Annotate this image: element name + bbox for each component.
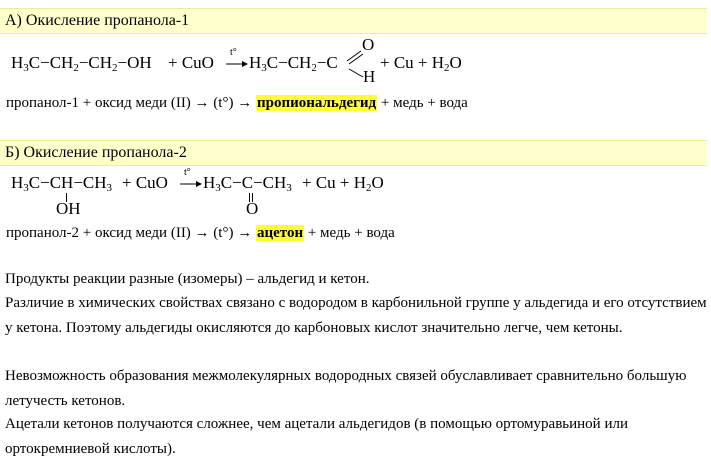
eq-b-oh: OH — [56, 199, 81, 218]
eq-a-reactant: $H_3C-CH_2-CH_2-OH$ — [11, 53, 152, 74]
note-paragraph: Ацетали кетонов получаются сложнее, чем ацетали альдегидов (в помощью ортомуравьиной или ортокремниевой кислоты). — [5, 416, 628, 457]
eq-b-plus-cuo: + CuO — [122, 173, 168, 192]
eq-b-o: O — [246, 199, 259, 218]
eq-a-plus-cuo: + CuO — [168, 53, 214, 72]
equation-b — [8, 167, 428, 219]
word-line-b-suffix: + медь + вода — [307, 225, 395, 241]
section-b-header: Б) Окисление пропанола-2 — [0, 140, 707, 166]
note-paragraph: Различие в химических свойствах связано с водородом в карбонильной группе у альдегида и его отсутствием у кетона. Поэтому альдегиды окисляются до карбоновых кислот значительно легче, чем кетоны. — [5, 295, 707, 336]
word-line-a-highlight: пропиональдегид — [256, 95, 377, 111]
eq-a-arrow-icon — [226, 59, 248, 69]
eq-a-products-rest: + $Cu + H_2O$ — [380, 53, 462, 74]
eq-a-product-chain: $H_3C-CH_2-C$ — [249, 53, 338, 74]
note-paragraph: Продукты реакции разные (изомеры) – альдегид и кетон. — [5, 271, 370, 287]
word-line-a-prefix: пропанол-1 + оксид меди (II) → (t°) → — [6, 95, 253, 111]
word-line-b-prefix: пропанол-2 + оксид меди (II) → (t°) → — [6, 225, 253, 241]
eq-b-reactant: $H_3C-CH-CH_3$ — [11, 173, 113, 194]
eq-b-products-rest: + $Cu + H_2O$ — [302, 173, 384, 194]
eq-a-arrow-label: t° — [230, 47, 237, 58]
section-a-header: А) Окисление пропанола-1 — [0, 8, 707, 34]
note-paragraph: Невозможность образования межмолекулярных водородных связей обуславливает сравнительно большую летучесть кетонов. — [5, 368, 687, 409]
equation-a — [8, 35, 478, 93]
eq-b-product: $H_3C-C-CH_3$ — [203, 173, 292, 194]
eq-b-arrow-icon — [180, 179, 202, 189]
eq-a-hydrogen: H — [363, 67, 376, 86]
word-line-a — [6, 95, 468, 112]
word-line-a-suffix: + медь + вода — [380, 95, 468, 111]
word-line-b-highlight: ацетон — [256, 225, 304, 241]
word-line-b — [6, 225, 395, 242]
eq-b-arrow-label: t° — [184, 167, 191, 178]
eq-a-oxygen: O — [362, 35, 375, 54]
eq-a-bonds — [343, 47, 376, 87]
